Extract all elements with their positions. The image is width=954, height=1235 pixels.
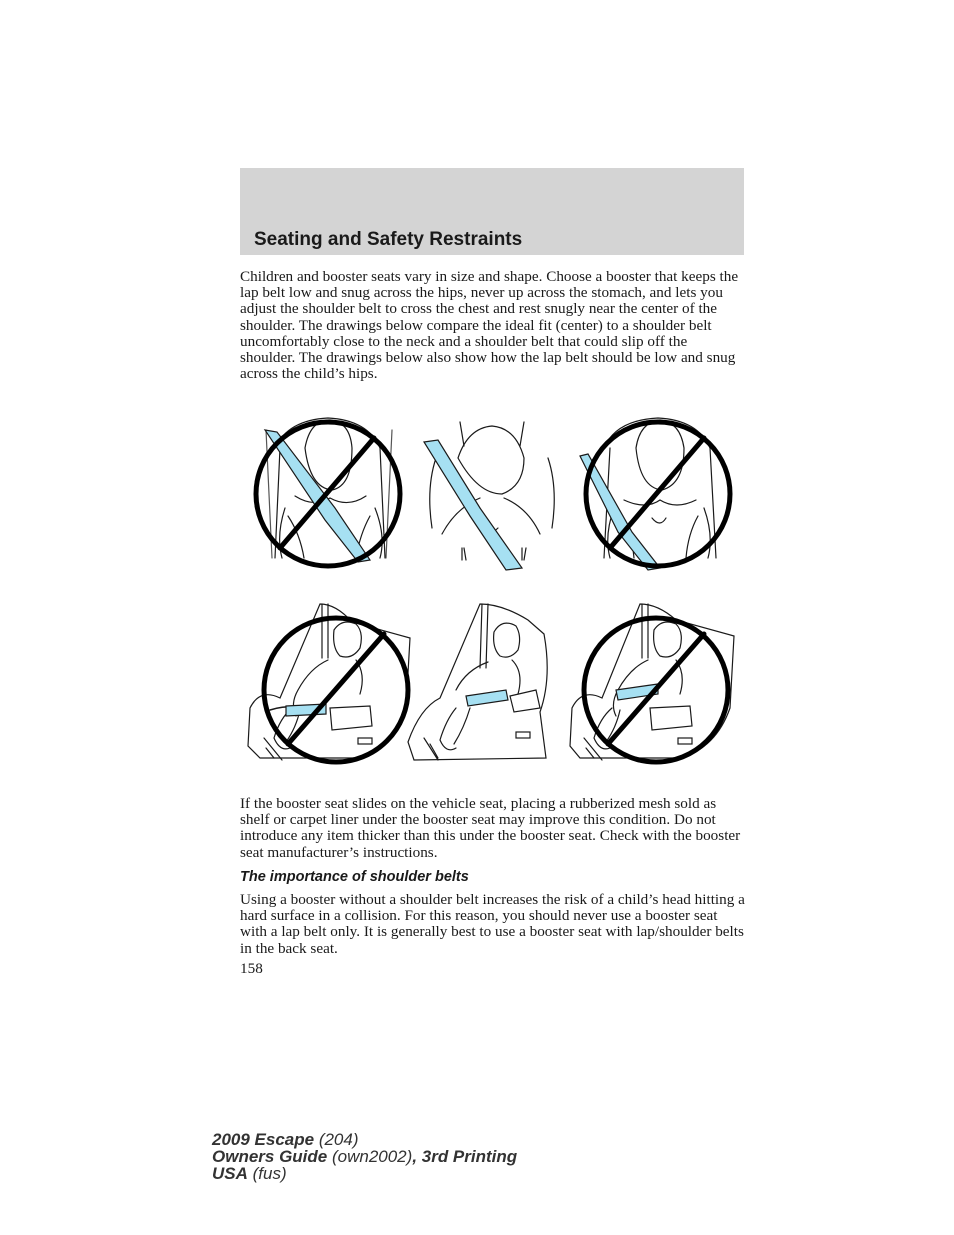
- slide-advice-paragraph: If the booster seat slides on the vehicle seat, placing a rubberized mesh sold as shelf or carpet liner under the booster seat may improve this condition. Do not introduce any item thicker than this under the booster seat. Check with the booster seat manufacturer’s instructions.: [240, 795, 741, 861]
- footer-guide: Owners Guide: [212, 1147, 328, 1166]
- shoulder-belts-subheading: The importance of shoulder belts: [240, 869, 469, 885]
- footer-line-model: [212, 1131, 517, 1148]
- document-footer: [212, 1131, 517, 1182]
- footer-guide-code: (own2002): [327, 1147, 413, 1166]
- shoulder-belt-paragraph: Using a booster without a shoulder belt increases the risk of a child’s head hitting a hard surface in a collision. For this reason, you should never use a booster seat with a lap belt only. It is generally best to use a booster seat with lap/shoulder belts in the back seat.: [240, 891, 745, 957]
- footer-region-code: (fus): [247, 1164, 287, 1183]
- booster-lap-belt-on-stomach: [248, 604, 410, 760]
- booster-lap-belt-correct: [408, 604, 547, 760]
- intro-paragraph: Children and booster seats vary in size and shape. Choose a booster that keeps the lap belt low and snug across the hips, never up across the stomach, and lets you adjust the shoulder belt to cross the chest and rest snugly near the center of the shoulder. The drawings below compare the ideal fit (center) to a shoulder belt uncomfortably close to the neck and a shoulder belt that could slip off the shoulder. The drawings below also show how the lap belt should be low and snug across the child’s hips.: [240, 268, 739, 383]
- torso-belt-off-shoulder: [580, 418, 716, 570]
- footer-printing: , 3rd Printing: [412, 1147, 518, 1166]
- footer-model-code: (204): [314, 1130, 359, 1149]
- footer-line-guide: [212, 1148, 517, 1165]
- page-number: 158: [240, 960, 263, 977]
- footer-line-region: [212, 1165, 517, 1182]
- torso-belt-correct-fit: [424, 422, 554, 570]
- booster-seat-belt-fit-illustration: [240, 408, 746, 780]
- section-title: Seating and Safety Restraints: [254, 229, 523, 250]
- section-header-band: [240, 168, 744, 255]
- prohibition-symbol: [264, 618, 408, 762]
- footer-region: USA: [212, 1164, 248, 1183]
- footer-model: 2009 Escape: [212, 1130, 315, 1149]
